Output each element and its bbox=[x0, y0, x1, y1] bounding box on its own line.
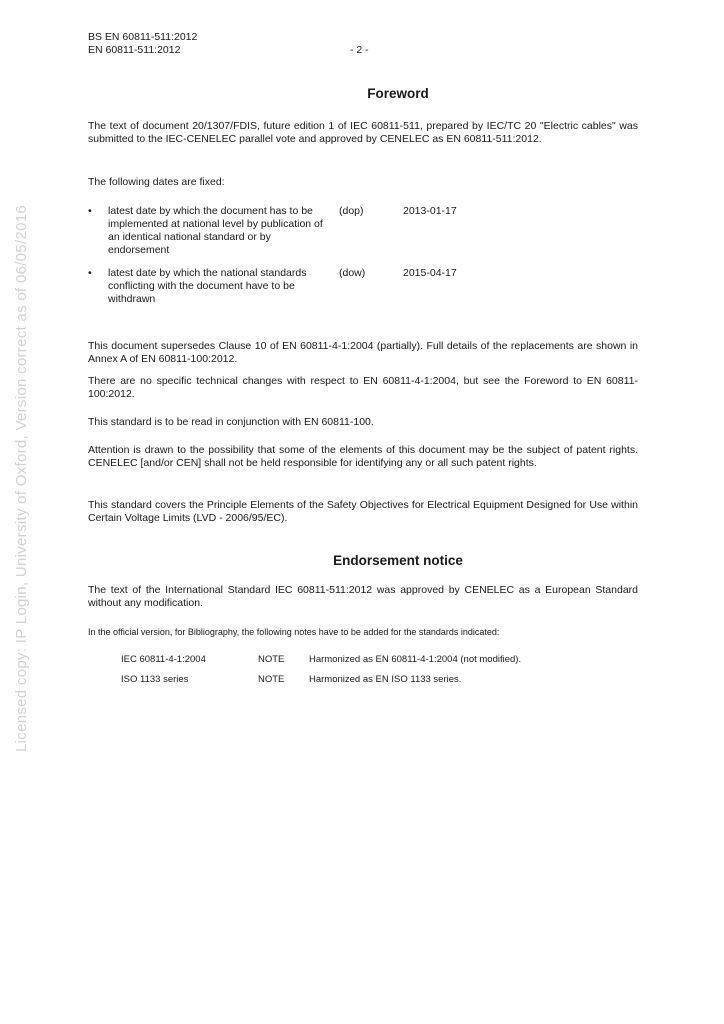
note-text: Harmonized as EN ISO 1133 series. bbox=[309, 674, 462, 685]
date-code: (dop) bbox=[339, 205, 364, 217]
bullet-icon: • bbox=[88, 205, 92, 217]
foreword-paragraph-5: This standard is to be read in conjunction with EN 60811-100. bbox=[88, 416, 374, 428]
note-standard: ISO 1133 series bbox=[121, 674, 189, 685]
endorsement-paragraph-1: The text of the International Standard IEC 60811-511:2012 was approved by CENELEC as a European Standard without any modification. bbox=[88, 584, 638, 610]
note-text: Harmonized as EN 60811-4-1:2004 (not modified). bbox=[309, 654, 522, 665]
date-code: (dow) bbox=[339, 267, 366, 279]
date-description: latest date by which the document has to be implemented at national level by publication of an identical national standard or by endorsement bbox=[108, 205, 323, 256]
header-standard-bs: BS EN 60811-511:2012 bbox=[88, 31, 198, 43]
date-value: 2015-04-17 bbox=[403, 267, 457, 279]
note-standard: IEC 60811-4-1:2004 bbox=[121, 654, 206, 665]
endorsement-heading: Endorsement notice bbox=[333, 553, 463, 568]
note-label: NOTE bbox=[258, 654, 285, 665]
date-description: latest date by which the national standards conflicting with the document have to be withdrawn bbox=[108, 267, 307, 305]
foreword-paragraph-4: There are no specific technical changes with respect to EN 60811-4-1:2004, but see the Foreword to EN 60811-100:2012. bbox=[88, 375, 638, 401]
note-label: NOTE bbox=[258, 674, 285, 685]
header-standard-en: EN 60811-511:2012 bbox=[88, 44, 181, 56]
foreword-paragraph-3: This document supersedes Clause 10 of EN 60811-4-1:2004 (partially). Full details of the replacements are shown in Annex A of EN 60811-100:2012. bbox=[88, 340, 638, 366]
page-number: - 2 - bbox=[350, 44, 369, 56]
foreword-paragraph-7: This standard covers the Principle Elements of the Safety Objectives for Electrical Equipment Designed for Use within Certain Voltage Limits (LVD - 2006/95/EC). bbox=[88, 499, 638, 525]
bullet-icon: • bbox=[88, 267, 92, 279]
foreword-paragraph-6: Attention is drawn to the possibility that some of the elements of this document may be the subject of patent rights. CENELEC [and/or CEN] shall not be held responsible for identifying any or all such patent rights. bbox=[88, 444, 638, 470]
date-value: 2013-01-17 bbox=[403, 205, 457, 217]
foreword-paragraph-1: The text of document 20/1307/FDIS, future edition 1 of IEC 60811-511, prepared by IEC/TC 20 "Electric cables" was submitted to the IEC-CENELEC parallel vote and approved by CENELEC as EN 60811-511:2012. bbox=[88, 120, 638, 146]
endorsement-paragraph-2: In the official version, for Bibliography, the following notes have to be added for the standards indicated: bbox=[88, 627, 500, 637]
watermark-text: Licensed copy: IP Login, University of Oxford, Version correct as of 06/05/2016 bbox=[13, 204, 30, 752]
foreword-heading: Foreword bbox=[367, 86, 429, 101]
foreword-paragraph-2: The following dates are fixed: bbox=[88, 176, 225, 188]
